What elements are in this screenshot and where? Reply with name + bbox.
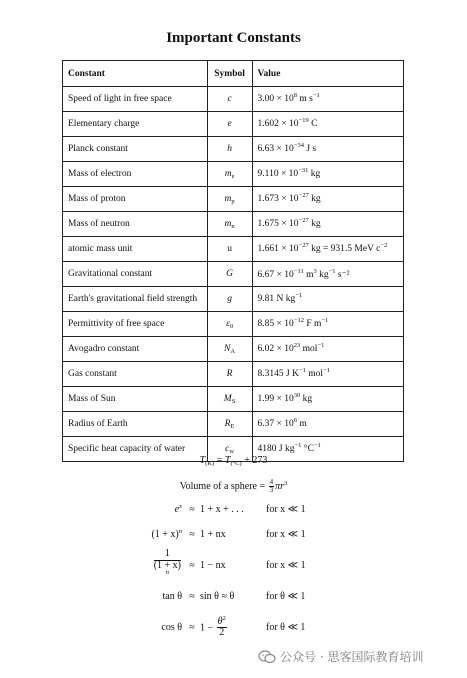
constant-name: Mass of proton: [63, 187, 208, 212]
constant-value: $3.00 \times 10^8$ m $s^{-1}$: [252, 87, 403, 112]
approx-lhs: cos θ: [161, 622, 182, 633]
sphere-frac-num: 4: [269, 478, 274, 486]
sphere-exp: 3: [284, 480, 288, 488]
approx-op: ≈: [189, 504, 195, 515]
constant-value: 8.3145 J $K^{-1}$ mol$^{-1}$: [252, 362, 403, 387]
watermark-text: 公众号 · 思客国际教育培训: [280, 650, 424, 664]
eq-t-kelvin: T: [199, 455, 206, 466]
approx-lhs: [110, 547, 184, 584]
constant-value: $1.602 \times 10^{-19}$ C: [252, 112, 403, 137]
header-constant: Constant: [63, 61, 208, 87]
constant-value: $9.110 \times 10^{-31}$ kg: [252, 162, 403, 187]
constant-name: atomic mass unit: [63, 237, 208, 262]
constant-name: Mass of electron: [63, 162, 208, 187]
approx-fraction: $\frac{\theta^2}{2}$: [217, 614, 226, 638]
constant-value: 4180 J $kg^{-1}$ $^\circ C^{-1}$: [252, 437, 403, 462]
constant-value: $6.67 \times 10^{-11}$ $m^3$ $kg^{-1}$ s⁻²: [252, 262, 403, 287]
table-row: [63, 412, 404, 437]
eq-celsius-sub: (°C): [230, 460, 242, 467]
approx-row: [110, 522, 360, 547]
eq-offset: + 273: [241, 455, 268, 466]
constant-name: Mass of Sun: [63, 387, 208, 412]
approx-cond: for θ ≪ 1: [266, 591, 306, 602]
constants-table: [62, 60, 404, 462]
constant-symbol: $M_S$: [207, 387, 252, 412]
approx-rhs: 1 + nx: [200, 529, 226, 540]
table-row: [63, 262, 404, 287]
eq-kelvin-sub: (K): [205, 460, 215, 467]
approx-rhs: sin θ ≈ θ: [200, 591, 235, 602]
constant-name: Speed of light in free space: [63, 87, 208, 112]
approx-cond: for θ ≪ 1: [266, 622, 306, 633]
approx-lhs: $(1 + x)^n$: [151, 528, 182, 540]
wechat-icon: [258, 650, 276, 664]
constant-symbol: u: [207, 237, 252, 262]
approx-op: ≈: [189, 529, 195, 540]
constant-value: $1.673 \times 10^{-27}$ kg: [252, 187, 403, 212]
constant-symbol: $\varepsilon_0$: [207, 312, 252, 337]
table-row: [63, 287, 404, 312]
sphere-fraction: [269, 479, 275, 495]
approx-lhs: $e^x$: [174, 503, 182, 515]
approx-row: [110, 497, 360, 522]
constant-symbol: $N_A$: [207, 337, 252, 362]
constant-symbol: $m_n$: [207, 212, 252, 237]
constant-value: $6.63 \times 10^{-34}$ J s: [252, 137, 403, 162]
approx-row: [110, 584, 360, 609]
constant-symbol: R: [207, 362, 252, 387]
constant-name: Elementary charge: [63, 112, 208, 137]
table-row: [63, 212, 404, 237]
approx-op: ≈: [189, 622, 195, 633]
constant-name: Earth's gravitational field strength: [63, 287, 208, 312]
approx-cond: for x ≪ 1: [266, 560, 306, 571]
constant-symbol: h: [207, 137, 252, 162]
approx-row: [110, 547, 360, 584]
constant-name: Specific heat capacity of water: [63, 437, 208, 462]
table-row: [63, 237, 404, 262]
approx-op: ≈: [189, 560, 195, 571]
constant-symbol: g: [207, 287, 252, 312]
table-row: [63, 362, 404, 387]
temperature-conversion: [0, 455, 467, 466]
constant-name: Permittivity of free space: [63, 312, 208, 337]
approx-cond: for x ≪ 1: [266, 504, 306, 515]
approx-fraction: 1 (1 + x) $^n$: [153, 548, 181, 577]
constant-symbol: $m_p$: [207, 187, 252, 212]
table-row: [63, 162, 404, 187]
page-title: Important Constants: [166, 30, 301, 46]
constant-name: Avogadro constant: [63, 337, 208, 362]
constant-value: $6.02 \times 10^{23}$ mol$^{-1}$: [252, 337, 403, 362]
approx-rhs: 1 − nx: [200, 560, 226, 571]
constant-value: $1.675 \times 10^{-27}$ kg: [252, 212, 403, 237]
table-row: [63, 387, 404, 412]
eq-t-celsius: T: [224, 455, 231, 466]
constant-name: Radius of Earth: [63, 412, 208, 437]
approximations-table: [110, 497, 360, 646]
constant-symbol: e: [207, 112, 252, 137]
constant-name: Gas constant: [63, 362, 208, 387]
approx-op: ≈: [189, 591, 195, 602]
constant-symbol: $m_e$: [207, 162, 252, 187]
constant-name: Gravitational constant: [63, 262, 208, 287]
table-row: [63, 312, 404, 337]
constant-value: $6.37 \times 10^6$ m: [252, 412, 403, 437]
constant-symbol: G: [207, 262, 252, 287]
table-row: [63, 137, 404, 162]
table-row: [63, 187, 404, 212]
constant-symbol: $c_w$: [207, 437, 252, 462]
constant-value: 9.81 N $kg^{-1}$: [252, 287, 403, 312]
approx-lhs: tan θ: [162, 591, 182, 602]
approx-cond: for x ≪ 1: [266, 529, 306, 540]
table-row: [63, 337, 404, 362]
header-value: Value: [252, 61, 403, 87]
constant-value: $1.661 \times 10^{-27}$ kg = 931.5 MeV $c^{-2}$: [252, 237, 403, 262]
watermark: [258, 648, 423, 665]
eq-equals: =: [214, 455, 225, 466]
constant-name: Mass of neutron: [63, 212, 208, 237]
table-header-row: [63, 61, 404, 87]
sphere-frac-den: 3: [269, 486, 274, 495]
sphere-label: Volume of a sphere =: [179, 481, 268, 493]
table-row: [63, 112, 404, 137]
sphere-volume-formula: [0, 479, 467, 495]
constant-value: $8.85 \times 10^{-12}$ F $m^{-1}$: [252, 312, 403, 337]
constant-symbol: c: [207, 87, 252, 112]
table-row: [63, 87, 404, 112]
header-symbol: Symbol: [207, 61, 252, 87]
constant-value: $1.99 \times 10^{30}$ kg: [252, 387, 403, 412]
approx-rhs: 1 − $\frac{\theta^2}{2}$: [200, 614, 226, 638]
approx-rhs: 1 + x + . . .: [200, 504, 244, 515]
approx-row: [110, 609, 360, 646]
constant-symbol: $R_E$: [207, 412, 252, 437]
sphere-pi-r: πr: [275, 481, 285, 493]
constant-name: Planck constant: [63, 137, 208, 162]
